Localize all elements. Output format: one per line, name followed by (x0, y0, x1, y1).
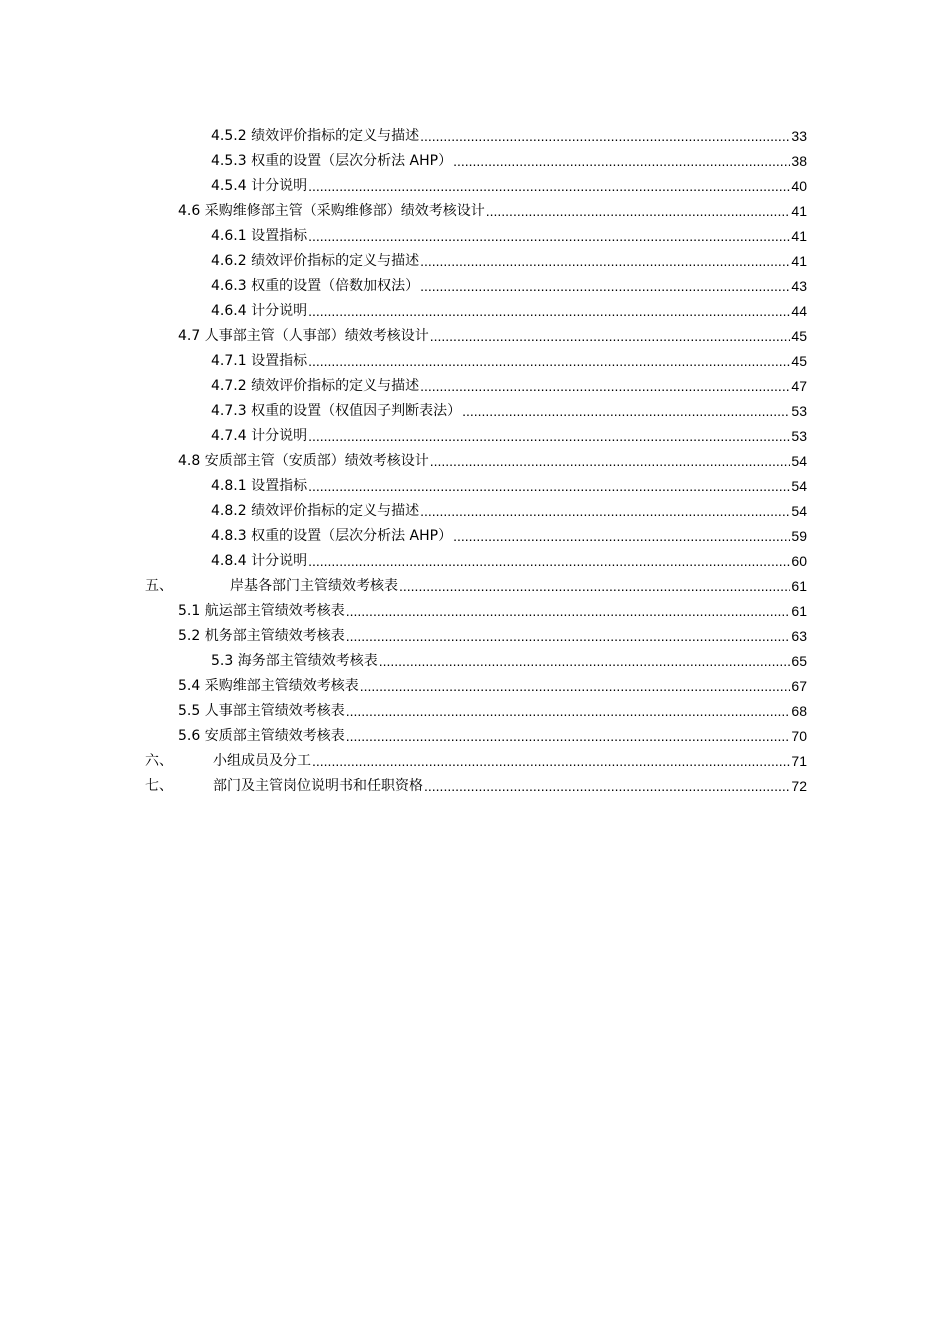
toc-leader-dots (430, 449, 791, 474)
toc-entry-label: 4.5.2 绩效评价指标的定义与描述 (211, 128, 420, 144)
toc-page-number: 61 (791, 578, 807, 594)
toc-leader-dots (420, 249, 790, 274)
toc-entry[interactable] (211, 499, 807, 524)
toc-entry[interactable] (211, 399, 807, 424)
toc-entry-label: 5.6 安质部主管绩效考核表 (178, 728, 345, 744)
toc-page-number: 41 (791, 228, 807, 244)
toc-page-number: 65 (791, 653, 807, 669)
toc-entry[interactable] (211, 649, 807, 674)
toc-entry[interactable] (178, 674, 807, 699)
toc-page-number: 54 (791, 503, 807, 519)
toc-page-number: 59 (791, 528, 807, 544)
toc-entry-label: 4.7.3 权重的设置（权值因子判断表法） (211, 403, 462, 419)
toc-entry[interactable] (211, 474, 807, 499)
toc-leader-dots (360, 674, 791, 699)
toc-leader-dots (308, 174, 790, 199)
toc-leader-dots (346, 699, 791, 724)
toc-entry-label: 5.1 航运部主管绩效考核表 (178, 603, 345, 619)
toc-leader-dots (420, 374, 790, 399)
toc-chapter-entry[interactable] (145, 774, 807, 799)
toc-entry[interactable] (178, 624, 807, 649)
toc-entry[interactable] (178, 724, 807, 749)
toc-page-number: 38 (791, 153, 807, 169)
toc-entry-label: 4.8.2 绩效评价指标的定义与描述 (211, 503, 420, 519)
toc-entry[interactable] (178, 199, 807, 224)
toc-entry[interactable] (211, 274, 807, 299)
toc-entry[interactable] (211, 149, 807, 174)
toc-entry[interactable] (211, 374, 807, 399)
toc-entry-label: 5.3 海务部主管绩效考核表 (211, 653, 378, 669)
toc-entry-label: 4.7.4 计分说明 (211, 428, 308, 444)
toc-entry[interactable] (211, 174, 807, 199)
toc-leader-dots (346, 724, 791, 749)
toc-entry-label: 5.4 采购维部主管绩效考核表 (178, 678, 359, 694)
toc-entry-label: 4.8 安质部主管（安质部）绩效考核设计 (178, 453, 429, 469)
toc-entry[interactable] (211, 549, 807, 574)
toc-entry[interactable] (211, 224, 807, 249)
toc-leader-dots (308, 549, 790, 574)
toc-entry-label: 5.2 机务部主管绩效考核表 (178, 628, 345, 644)
toc-entry-label: 4.5.4 计分说明 (211, 178, 308, 194)
toc-leader-dots (308, 424, 790, 449)
toc-leader-dots (308, 299, 790, 324)
toc-leader-dots (453, 524, 790, 549)
toc-entry-label: 4.7.2 绩效评价指标的定义与描述 (211, 378, 420, 394)
toc-page-number: 43 (791, 278, 807, 294)
toc-page-number: 54 (791, 478, 807, 494)
toc-page-number: 33 (791, 128, 807, 144)
toc-leader-dots (453, 149, 790, 174)
toc-leader-dots (346, 624, 791, 649)
toc-entry[interactable] (211, 349, 807, 374)
toc-leader-dots (399, 574, 790, 599)
toc-entry-label: 岸基各部门主管绩效考核表 (230, 578, 398, 594)
toc-page-number: 44 (791, 303, 807, 319)
toc-entry[interactable] (211, 299, 807, 324)
toc-page-number: 41 (791, 203, 807, 219)
toc-page-number: 40 (791, 178, 807, 194)
toc-leader-dots (486, 199, 791, 224)
toc-entry-label: 4.6 采购维修部主管（采购维修部）绩效考核设计 (178, 203, 485, 219)
toc-entry[interactable] (211, 524, 807, 549)
toc-page-number: 45 (791, 353, 807, 369)
toc-entry-label: 部门及主管岗位说明书和任职资格 (213, 778, 423, 794)
toc-page-number: 61 (791, 603, 807, 619)
toc-entry[interactable] (178, 324, 807, 349)
toc-page-number: 60 (791, 553, 807, 569)
toc-entry-label: 4.6.3 权重的设置（倍数加权法） (211, 278, 420, 294)
toc-chapter-mark: 七、 (145, 778, 173, 794)
toc-entry-label: 4.6.2 绩效评价指标的定义与描述 (211, 253, 420, 269)
toc-leader-dots (379, 649, 791, 674)
toc-page-number: 41 (791, 253, 807, 269)
toc-leader-dots (308, 474, 790, 499)
toc-entry[interactable] (211, 424, 807, 449)
toc-page-number: 71 (791, 753, 807, 769)
toc-entry-label: 5.5 人事部主管绩效考核表 (178, 703, 345, 719)
toc-page-number: 72 (791, 778, 807, 794)
toc-chapter-entry[interactable] (145, 574, 807, 599)
toc-page-number: 45 (791, 328, 807, 344)
toc-chapter-mark: 六、 (145, 753, 173, 769)
toc-leader-dots (312, 749, 790, 774)
toc-entry-label: 4.6.1 设置指标 (211, 228, 308, 244)
toc-entry-label: 4.6.4 计分说明 (211, 303, 308, 319)
toc-chapter-entry[interactable] (145, 749, 807, 774)
toc-leader-dots (420, 499, 790, 524)
toc-leader-dots (462, 399, 790, 424)
toc-page-number: 70 (791, 728, 807, 744)
toc-leader-dots (308, 224, 790, 249)
toc-entry-label: 小组成员及分工 (213, 753, 311, 769)
toc-entry-label: 4.7.1 设置指标 (211, 353, 308, 369)
toc-entry-label: 4.8.3 权重的设置（层次分析法 AHP） (211, 528, 453, 544)
toc-page-number: 47 (791, 378, 807, 394)
toc-page-number: 63 (791, 628, 807, 644)
toc-entry[interactable] (178, 599, 807, 624)
toc-entry-label: 4.7 人事部主管（人事部）绩效考核设计 (178, 328, 429, 344)
toc-page-number: 53 (791, 428, 807, 444)
toc-entry-label: 4.8.4 计分说明 (211, 553, 308, 569)
toc-entry[interactable] (178, 449, 807, 474)
toc-page-number: 68 (791, 703, 807, 719)
toc-entry-label: 4.5.3 权重的设置（层次分析法 AHP） (211, 153, 453, 169)
toc-chapter-mark: 五、 (145, 578, 173, 594)
toc-leader-dots (308, 349, 790, 374)
toc-leader-dots (346, 599, 791, 624)
toc-entry[interactable] (178, 699, 807, 724)
toc-leader-dots (420, 124, 790, 149)
toc-leader-dots (430, 324, 791, 349)
toc-page-number: 53 (791, 403, 807, 419)
toc-leader-dots (424, 774, 790, 799)
toc-leader-dots (420, 274, 790, 299)
toc-page-number: 67 (791, 678, 807, 694)
toc-page-number: 54 (791, 453, 807, 469)
toc-entry[interactable] (211, 249, 807, 274)
toc-entry[interactable] (211, 124, 807, 149)
toc-entry-label: 4.8.1 设置指标 (211, 478, 308, 494)
